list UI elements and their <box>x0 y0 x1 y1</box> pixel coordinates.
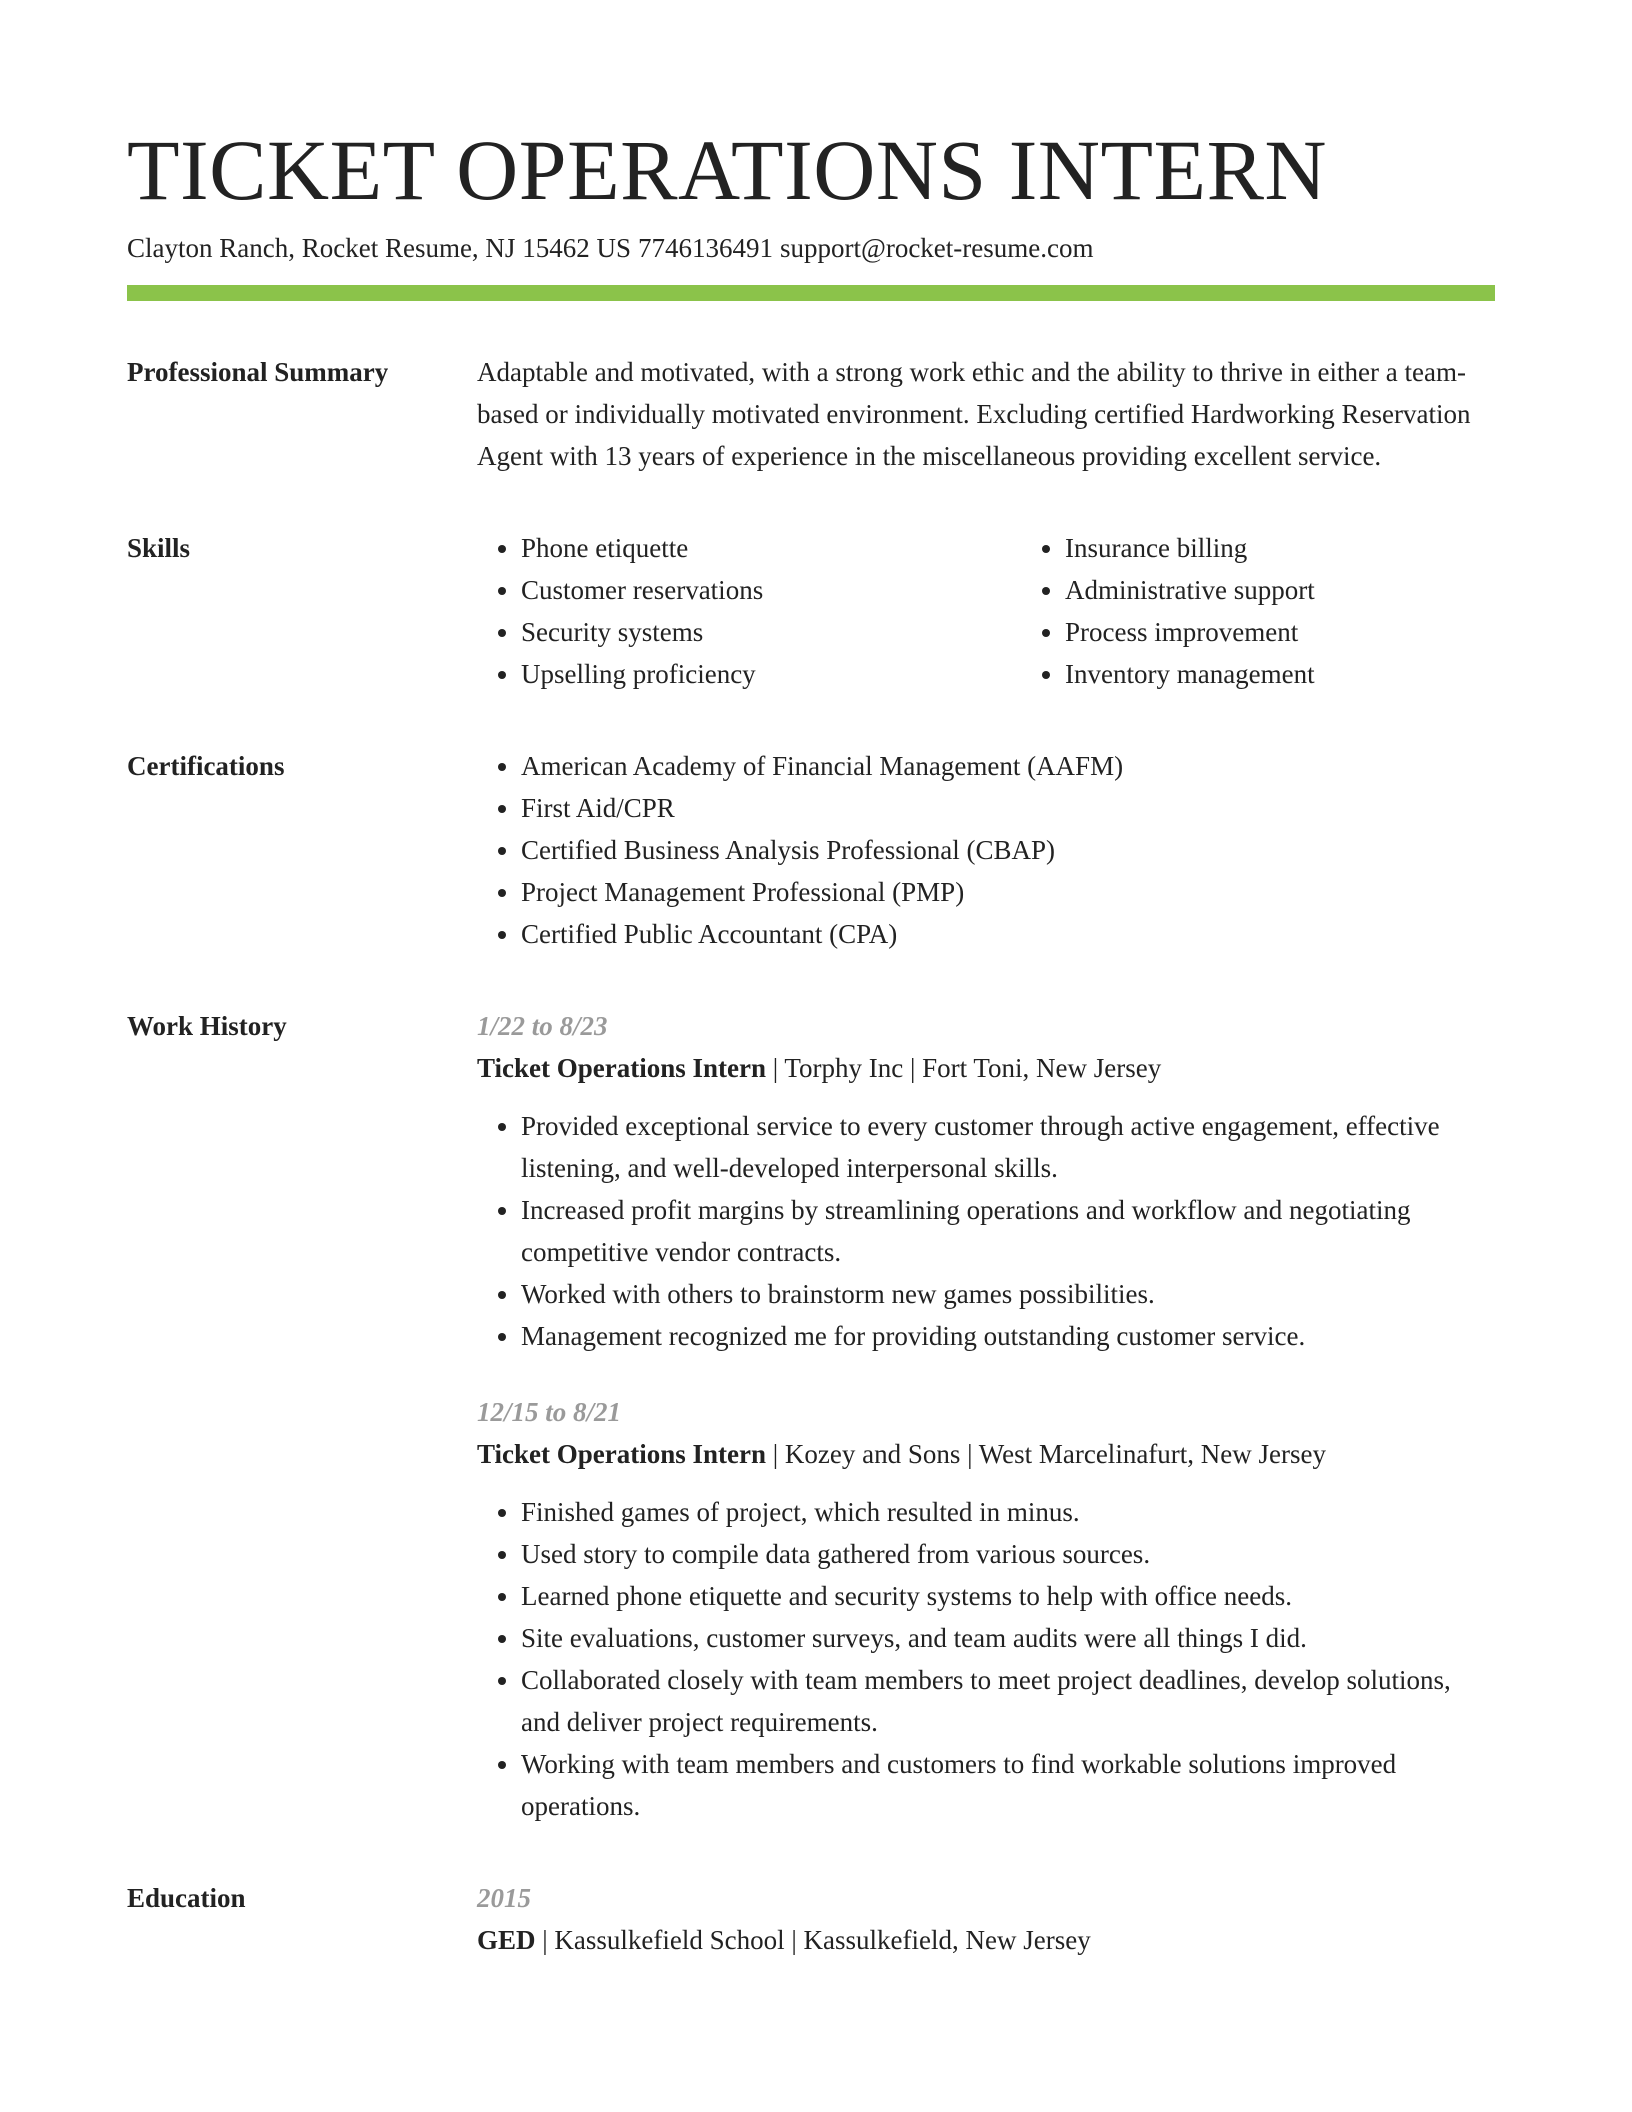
job-details: | Torphy Inc | Fort Toni, New Jersey <box>766 1053 1162 1083</box>
job-bullet: • Finished games of project, which resulted in minus. <box>521 1491 1495 1533</box>
job-bullets <box>477 1491 1495 1827</box>
job-bullets <box>477 1105 1495 1357</box>
work-history-section <box>127 1005 1495 1827</box>
certification-item: • Project Management Professional (PMP) <box>521 871 1495 913</box>
job-bullet: • Worked with others to brainstorm new games possibilities. <box>521 1273 1495 1315</box>
skill-item: • Upselling proficiency <box>521 653 1021 695</box>
section-heading: Certifications <box>127 751 285 781</box>
resume-page <box>127 122 1495 1961</box>
job-bullet: • Working with team members and customers to find workable solutions improved operations. <box>521 1743 1495 1827</box>
skills-section <box>127 527 1495 695</box>
section-heading: Work History <box>127 1011 287 1041</box>
certification-item: • Certified Business Analysis Professional (CBAP) <box>521 829 1495 871</box>
contact-line <box>127 230 1495 266</box>
education-degree: GED <box>477 1925 536 1955</box>
certifications-section <box>127 745 1495 955</box>
job-title: Ticket Operations Intern <box>477 1053 766 1083</box>
job-bullet: • Increased profit margins by streamlining operations and workflow and negotiating competitive vendor contracts. <box>521 1189 1495 1273</box>
section-heading: Professional Summary <box>127 357 389 387</box>
job-bullet: • Used story to compile data gathered from various sources. <box>521 1533 1495 1575</box>
job-bullet: • Learned phone etiquette and security systems to help with office needs. <box>521 1575 1495 1617</box>
summary-section <box>127 351 1495 477</box>
contact-address: Clayton Ranch, Rocket Resume, NJ 15462 US <box>127 233 631 263</box>
job-bullet: • Management recognized me for providing outstanding customer service. <box>521 1315 1495 1357</box>
certification-item: • First Aid/CPR <box>521 787 1495 829</box>
skill-item: • Process improvement <box>1065 611 1565 653</box>
education-body <box>477 1877 1495 1961</box>
contact-email: support@rocket-resume.com <box>779 233 1094 263</box>
education-year: 2015 <box>477 1883 531 1913</box>
skill-item: • Phone etiquette <box>521 527 1021 569</box>
job-title: Ticket Operations Intern <box>477 1439 766 1469</box>
certification-item: • American Academy of Financial Management (AAFM) <box>521 745 1495 787</box>
contact-phone: 7746136491 <box>637 233 773 263</box>
skills-body <box>477 527 1565 695</box>
job-heading <box>477 1433 1495 1475</box>
resume-title: TICKET OPERATIONS INTERN <box>127 122 1328 218</box>
job-details: | Kozey and Sons | West Marcelinafurt, New Jersey <box>766 1439 1326 1469</box>
skill-item: • Administrative support <box>1065 569 1565 611</box>
education-heading <box>477 1919 1495 1961</box>
job-entry <box>477 1391 1495 1827</box>
skill-item: • Inventory management <box>1065 653 1565 695</box>
education-details: | Kassulkefield School | Kassulkefield, New Jersey <box>535 1925 1091 1955</box>
job-bullet: • Collaborated closely with team members to meet project deadlines, develop solutions, and deliver project requirements. <box>521 1659 1495 1743</box>
work-history-body <box>477 1005 1495 1827</box>
section-heading: Education <box>127 1883 246 1913</box>
skills-list-right <box>1021 527 1565 695</box>
header-divider <box>127 285 1495 301</box>
certification-item: • Certified Public Accountant (CPA) <box>521 913 1495 955</box>
education-section <box>127 1877 1495 1961</box>
skill-item: • Security systems <box>521 611 1021 653</box>
skills-grid <box>477 527 1565 695</box>
summary-text: Adaptable and motivated, with a strong work ethic and the ability to thrive in either a team-based or individually motivated environment. Excluding certified Hardworking Reservation Agent with 13 years of experience in the miscellaneous providing excellent service. <box>477 357 1471 471</box>
job-bullet: • Site evaluations, customer surveys, and team audits were all things I did. <box>521 1617 1495 1659</box>
job-bullet: • Provided exceptional service to every customer through active engagement, effective listening, and well-developed interpersonal skills. <box>521 1105 1495 1189</box>
skills-list-left <box>477 527 1021 695</box>
section-heading: Skills <box>127 533 191 563</box>
skill-item: • Insurance billing <box>1065 527 1565 569</box>
job-dates: 1/22 to 8/23 <box>477 1011 608 1041</box>
skill-item: • Customer reservations <box>521 569 1021 611</box>
certifications-list <box>477 745 1495 955</box>
certifications-body <box>477 745 1495 955</box>
job-entry <box>477 1005 1495 1357</box>
job-dates: 12/15 to 8/21 <box>477 1397 622 1427</box>
job-heading <box>477 1047 1495 1089</box>
